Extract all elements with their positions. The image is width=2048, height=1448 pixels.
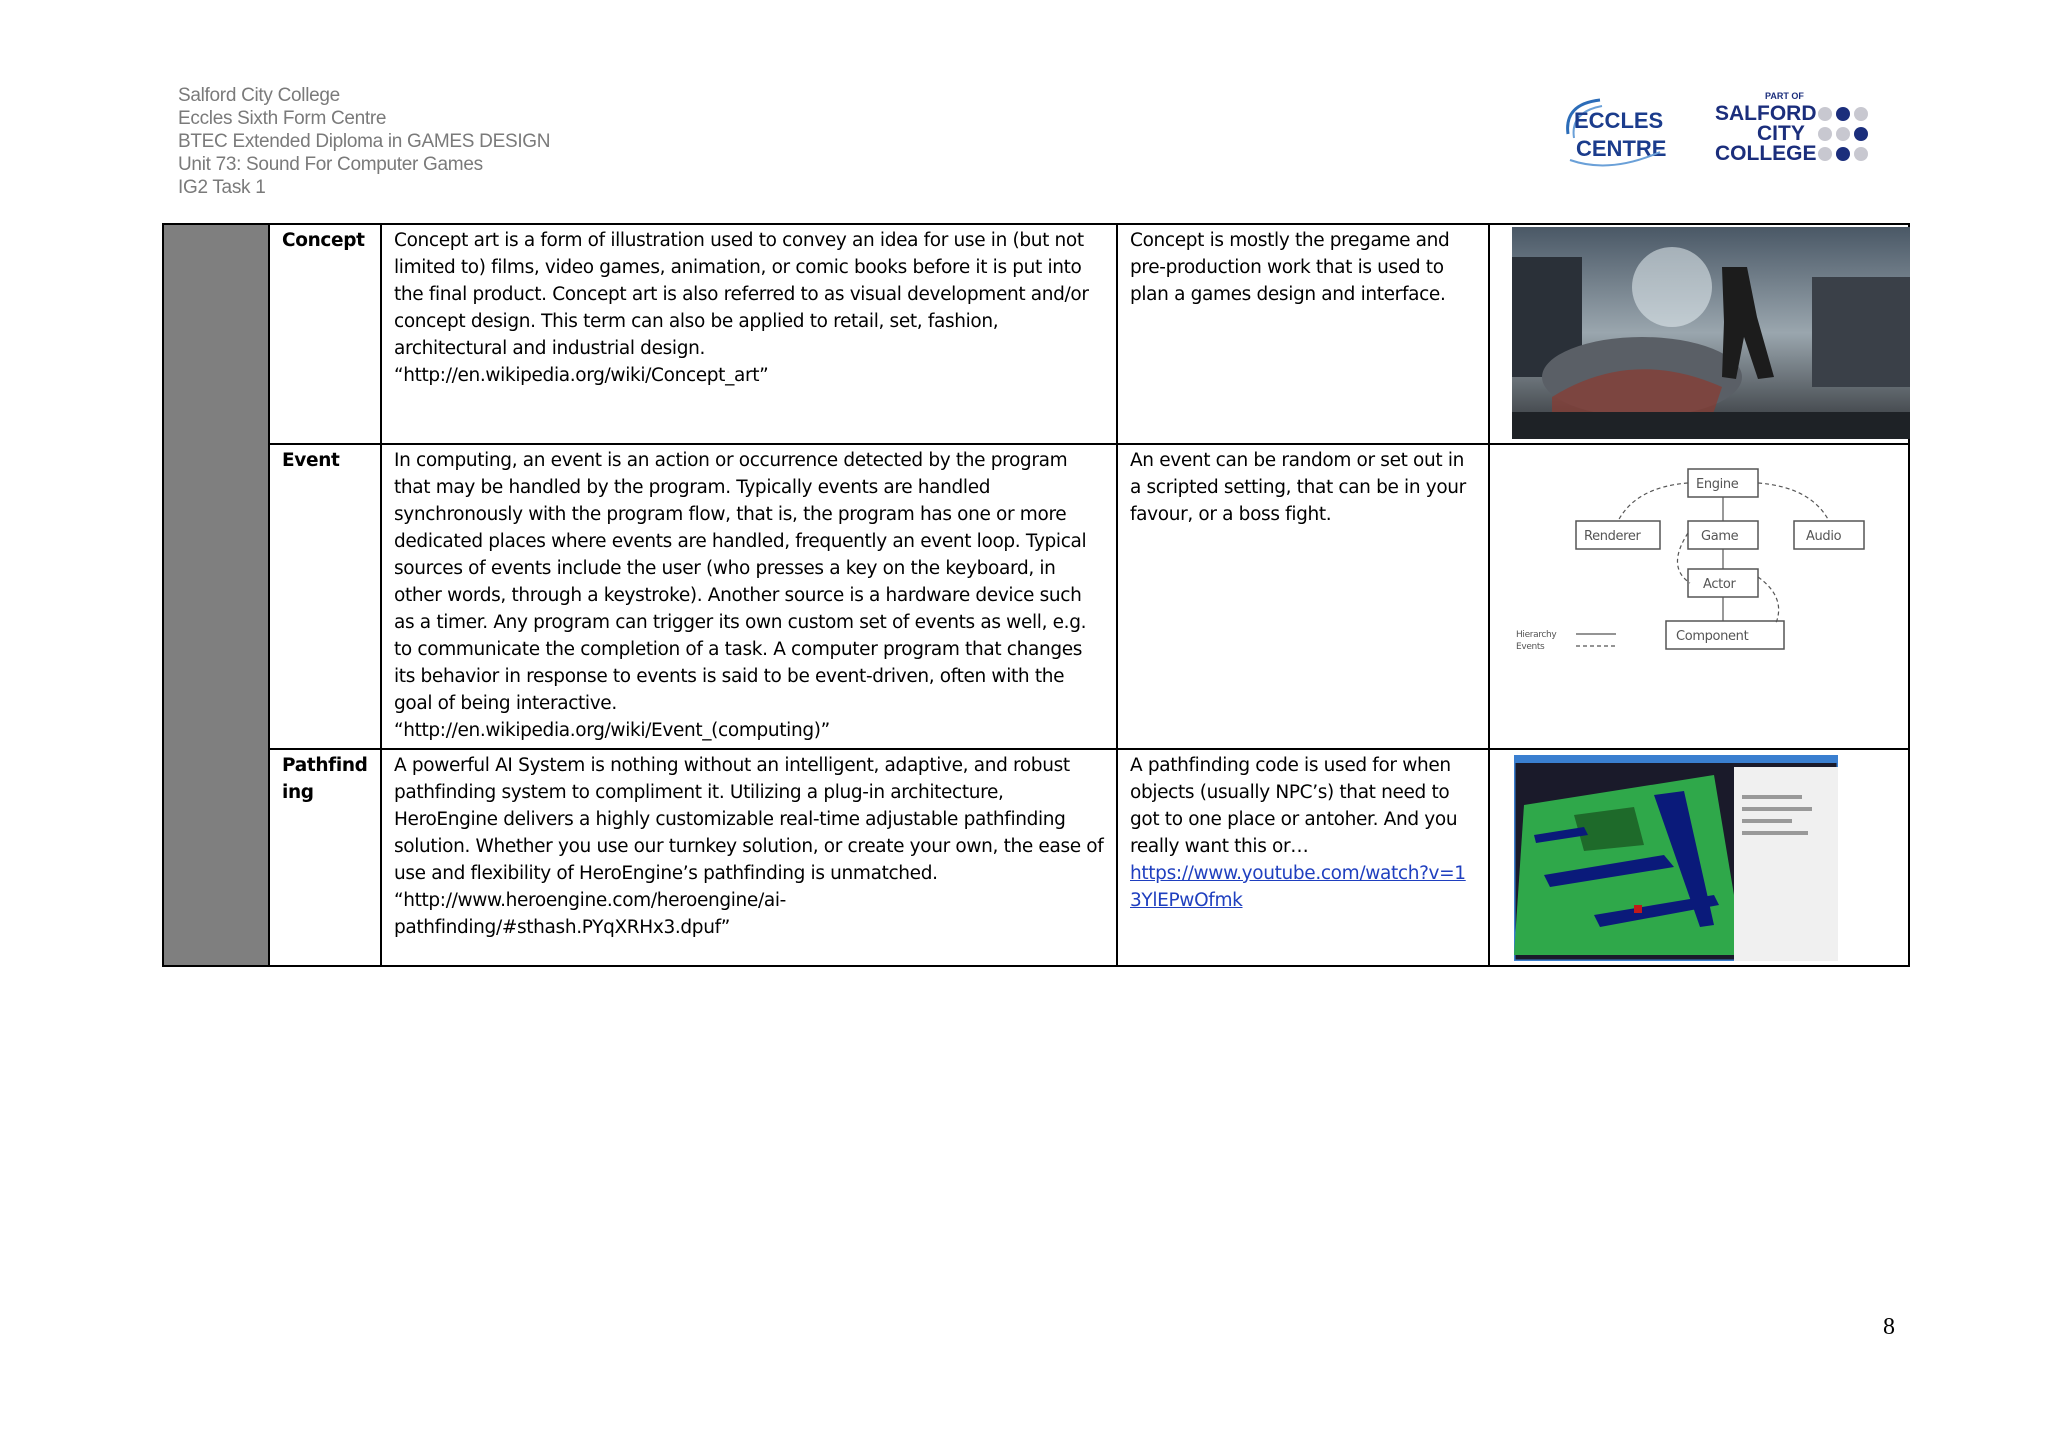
diagram-component: Component xyxy=(1676,629,1749,644)
source-text: “http://en.wikipedia.org/wiki/Event_(computing)” xyxy=(394,720,830,741)
diagram-actor: Actor xyxy=(1703,577,1736,592)
definition-cell xyxy=(381,224,1117,444)
term-cell: Concept xyxy=(269,224,381,444)
page-number: 8 xyxy=(1883,1314,1895,1340)
eccles-centre-logo xyxy=(1560,94,1670,170)
diagram-game: Game xyxy=(1701,529,1739,544)
eccles-logo-text-1: ECCLES xyxy=(1574,108,1664,133)
header-course: BTEC Extended Diploma in GAMES DESIGN xyxy=(178,131,551,152)
grey-margin-cell xyxy=(163,224,269,966)
table-row xyxy=(163,224,1909,444)
diagram-engine: Engine xyxy=(1696,477,1739,492)
source-text: “http://en.wikipedia.org/wiki/Concept_art” xyxy=(394,365,769,386)
definition-cell xyxy=(381,444,1117,749)
notes-text: A pathfinding code is used for when objects (usually NPC’s) that need to got to one place or antoher. And you really want this or… xyxy=(1130,755,1458,857)
header-college: Salford City College xyxy=(178,85,340,106)
definition-cell xyxy=(381,749,1117,966)
header-unit: Unit 73: Sound For Computer Games xyxy=(178,154,483,175)
salford-logo-text-1: SALFORD xyxy=(1715,102,1817,125)
salford-city-college-logo xyxy=(1715,90,1880,170)
diagram-renderer: Renderer xyxy=(1584,529,1641,544)
diagram-audio: Audio xyxy=(1806,529,1842,544)
diagram-legend-hierarchy: Hierarchy xyxy=(1516,630,1557,640)
table-row xyxy=(163,749,1909,966)
definition-text: A powerful AI System is nothing without an intelligent, adaptive, and robust pathfinding system to compliment it. Utilizing a plug-in architecture, HeroEngine delivers a highly customizable real-time adjustable pathfinding solution. Whether you use our turnkey solution, or create your own, the ease of use and flexibility of HeroEngine’s pathfinding is unmatched. xyxy=(394,755,1104,884)
image-cell xyxy=(1489,444,1909,749)
salford-logo-dots xyxy=(1818,107,1868,161)
header-task: IG2 Task 1 xyxy=(178,177,266,198)
event-diagram xyxy=(1516,457,1914,657)
document-header xyxy=(178,84,550,199)
definition-text: Concept art is a form of illustration used to convey an idea for use in (but not limited to) films, video games, animation, or comic books before it is put into the final product. Concept art is also referred to as visual development and/or concept design. This term can also be applied to retail, set, fashion, architectural and industrial design. xyxy=(394,230,1089,359)
logos xyxy=(1560,88,1880,174)
eccles-logo-text-2: CENTRE xyxy=(1576,136,1667,161)
concept-art-image xyxy=(1512,227,1910,439)
definition-text: In computing, an event is an action or occurrence detected by the program that may be handled by the program. Typically events are handled synchronously with the program flow, that is, the program has one or more dedicated places where events are handled, frequently an event loop. Typical sources of events include the user (who presses a key on the keyboard, in other words, through a keystroke). Another source is a hardware device such as a timer. Any program can trigger its own custom set of events as well, e.g. to communicate the completion of a task. A computer program that changes its behavior in response to events is said to be event-driven, often with the goal of being interactive. xyxy=(394,450,1087,714)
term-cell: Event xyxy=(269,444,381,749)
diagram-legend-events: Events xyxy=(1516,642,1545,652)
header-centre: Eccles Sixth Form Centre xyxy=(178,108,387,129)
salford-logo-partof: PART OF xyxy=(1765,91,1804,101)
notes-cell xyxy=(1117,749,1489,966)
notes-cell: Concept is mostly the pregame and pre-production work that is used to plan a games design and interface. xyxy=(1117,224,1489,444)
term-cell: Pathfind ing xyxy=(269,749,381,966)
image-cell xyxy=(1489,224,1909,444)
table-row xyxy=(163,444,1909,749)
glossary-table xyxy=(162,223,1910,967)
source-text: “http://www.heroengine.com/heroengine/ai-pathfinding/#sthash.PYqXRHx3.dpuf” xyxy=(394,890,786,938)
image-cell xyxy=(1489,749,1909,966)
salford-logo-text-3: COLLEGE xyxy=(1715,142,1817,165)
notes-cell: An event can be random or set out in a scripted setting, that can be in your favour, or a boss fight. xyxy=(1117,444,1489,749)
youtube-link[interactable]: https://www.youtube.com/watch?v=13YlEPwOfmk xyxy=(1130,863,1466,911)
pathfinding-screenshot-image xyxy=(1514,755,1838,961)
salford-logo-text-2: CITY xyxy=(1757,122,1805,145)
